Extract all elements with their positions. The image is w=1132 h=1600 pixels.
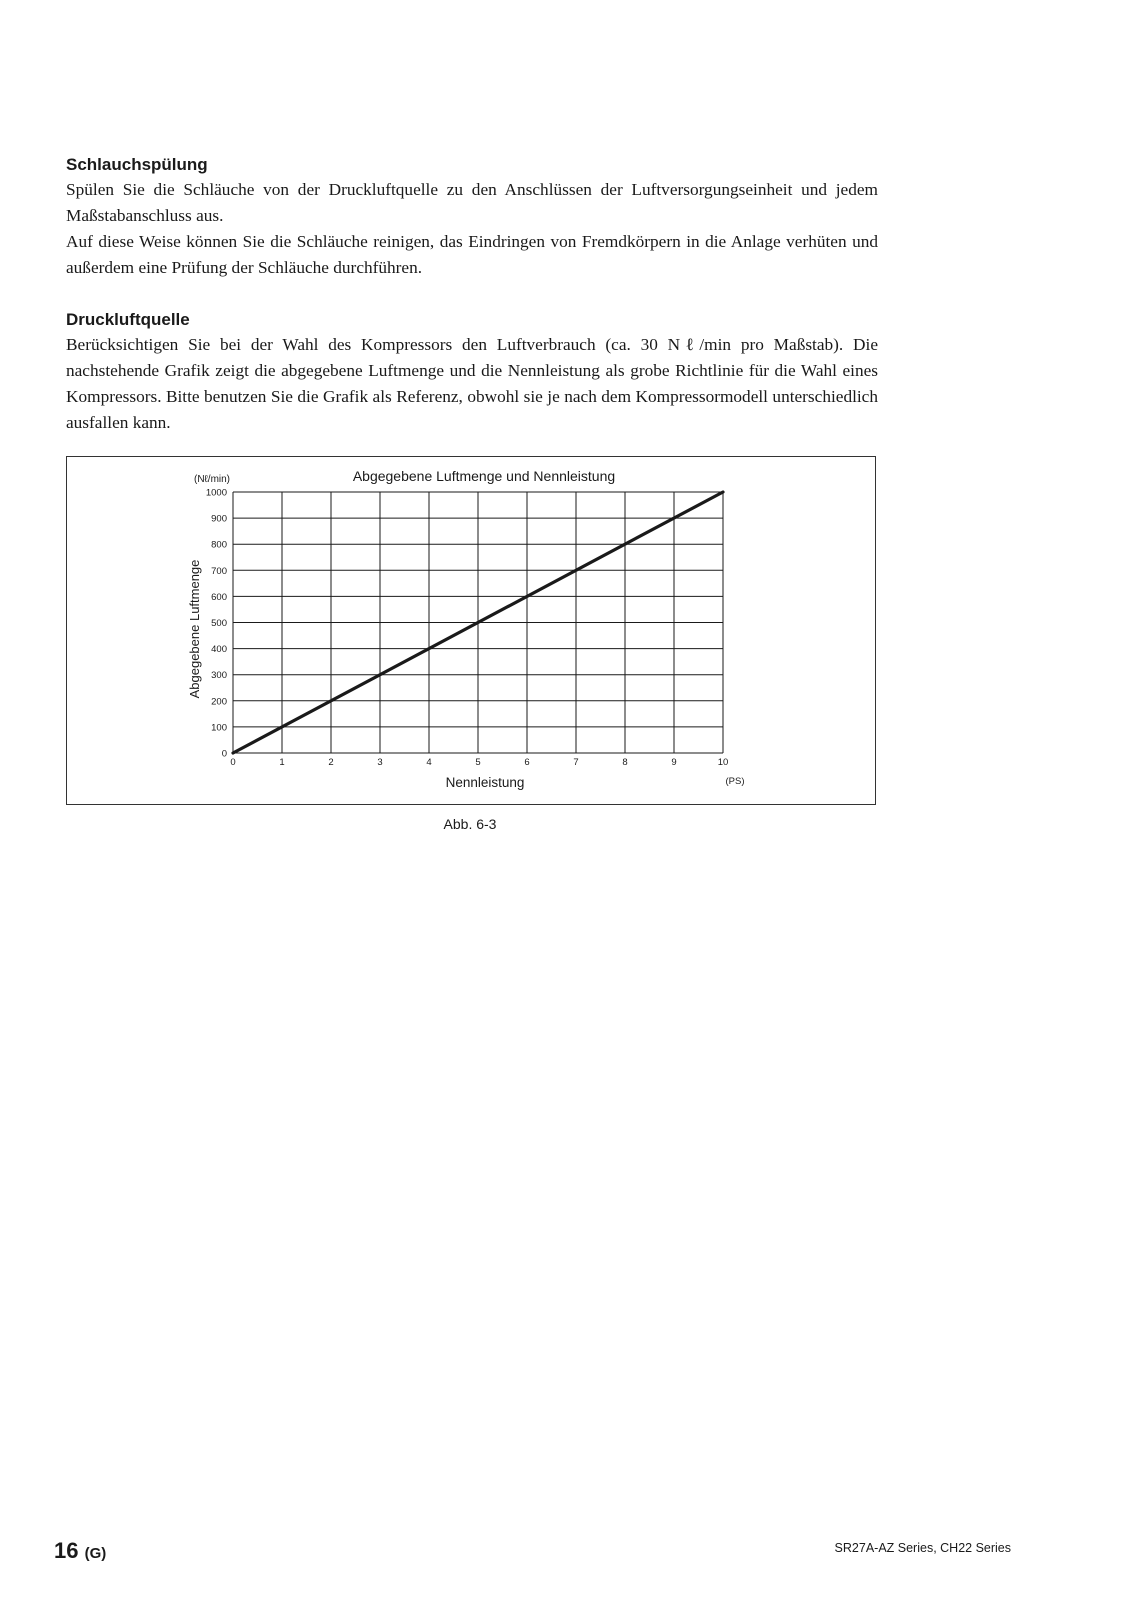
y-tick-label: 0 [221,748,227,760]
x-tick-label: 5 [475,757,481,768]
paragraph: Berücksichtigen Sie bei der Wahl des Kompressors den Luftverbrauch (ca. 30 Nℓ/min pro Maßstab). Die nachstehende Grafik zeigt die abgegebene Luftmenge und die Nennleistung als grobe Richtlinie für die Wahl eines Kompressors. Bitte benutzen Sie die Grafik als Referenz, obwohl sie je nach dem Kompressormodell unterschiedlich ausfallen kann. [66,335,878,432]
y-tick-label: 700 [211,565,227,577]
line-chart [67,457,875,804]
chart-title: Abgegebene Luftmenge und Nennleistung [352,468,616,484]
x-tick-label: 4 [426,757,432,768]
footer-series: SR27A-AZ Series, CH22 Series [834,1541,1011,1555]
y-tick-label: 900 [211,513,227,525]
paragraph: Spülen Sie die Schläuche von der Druckluftquelle zu den Anschlüssen der Luftversorgungseinheit und jedem Maßstabanschluss aus. [66,180,878,225]
x-tick-label: 0 [230,757,236,768]
y-tick-label: 300 [211,670,227,682]
y-tick-label: 500 [211,618,227,629]
y-tick-label: 200 [211,696,227,708]
y-axis-label: Abgegebene Luftmenge [187,559,202,699]
section-druckluftquelle [66,308,878,436]
page-number [54,1538,106,1564]
figure-frame [66,456,876,805]
x-tick-label: 10 [717,757,729,768]
x-tick-label: 2 [328,757,334,768]
x-tick-label: 3 [377,757,383,768]
x-tick-label: 9 [671,757,677,768]
x-tick-label: 7 [573,757,579,768]
x-tick-label: 1 [279,757,285,768]
section-heading: Schlauchspülung [66,155,208,174]
x-axis-label: Nennleistung [445,775,525,790]
x-tick-label: 8 [622,757,628,768]
y-tick-label: 1000 [205,487,227,499]
y-tick-label: 400 [211,644,227,656]
y-tick-label: 600 [211,591,227,603]
y-tick-label: 100 [211,722,227,734]
x-tick-label: 6 [524,757,530,768]
section-heading: Druckluftquelle [66,310,190,329]
x-axis-unit: (PS) [725,776,745,787]
y-tick-label: 800 [211,539,227,551]
page-number-value: 16 [54,1538,79,1563]
paragraph: Auf diese Weise können Sie die Schläuche reinigen, das Eindringen von Fremdkörpern in die Anlage verhüten und außerdem eine Prüfung der Schläuche durchführen. [66,232,878,277]
figure-caption: Abb. 6-3 [443,816,497,832]
section-schlauchspuelung [66,153,878,281]
language-code: (G) [84,1545,107,1562]
y-axis-unit: (Nℓ/min) [194,474,231,485]
